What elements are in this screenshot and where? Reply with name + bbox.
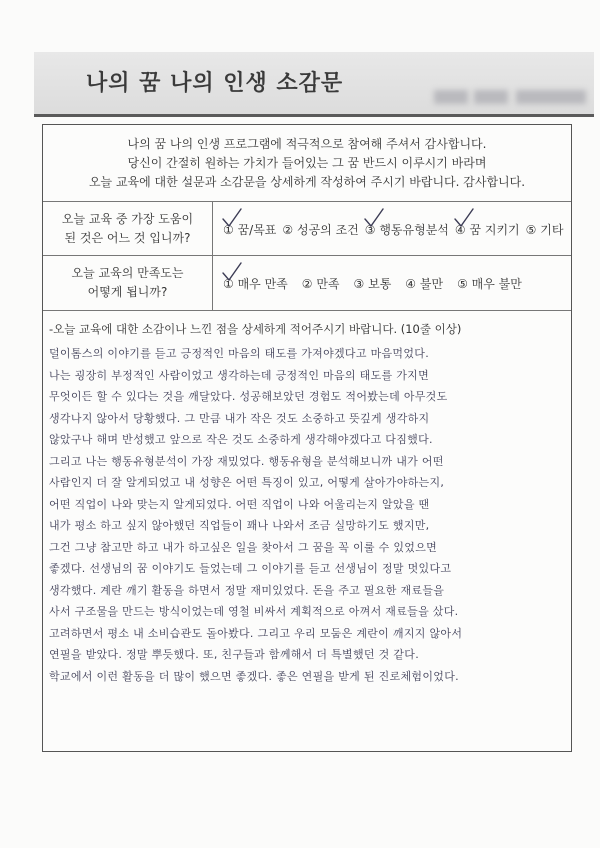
page-title: 나의 꿈 나의 인생 소감문 [86, 71, 344, 96]
checkmark-icon [363, 207, 385, 229]
question-text: 된 것은 어느 것 입니까? [64, 231, 191, 245]
checkmark-icon [221, 261, 243, 283]
answer-option[interactable]: ① 매우 만족 [223, 275, 288, 292]
answer-option[interactable]: ⑤ 기타 [525, 222, 564, 237]
redacted-area [516, 90, 586, 104]
question-helpful [43, 201, 571, 256]
survey-form [42, 124, 572, 752]
question-text: 오늘 교육 중 가장 도움이 [61, 212, 194, 226]
answer-options [223, 202, 569, 256]
essay-line: 나는 굉장히 부정적인 사람이었고 생각하는데 긍정적인 마음의 태도를 가지면 [49, 368, 430, 382]
answer-option[interactable]: ② 만족 [301, 276, 340, 291]
essay-line: 그리고 나는 행동유형분석이 가장 재밌었다. 행동유형을 분석해보니까 내가 어떤 [49, 454, 444, 468]
answer-option[interactable]: ② 성공의 조건 [282, 222, 359, 237]
checkmark-icon [453, 207, 475, 229]
answer-option[interactable]: ④ 꿈 지키기 [455, 221, 520, 238]
intro-line: 오늘 교육에 대한 설문과 소감문을 상세하게 작성하여 주시기 바랍니다. 감사합니다. [88, 175, 526, 189]
answer-option[interactable]: ⑤ 매우 불만 [457, 276, 522, 291]
essay-line: 사서 구조물을 만드는 방식이었는데 영철 비싸서 계획적으로 아껴서 재료들을 샀다. [49, 605, 459, 618]
essay-line: 않았구나 해며 반성했고 앞으로 작은 것도 소중하게 생각해야겠다고 다짐했다. [49, 433, 433, 446]
essay-line: 좋겠다. 선생님의 꿈 이야기도 들었는데 그 이야기를 듣고 선생님이 정말 멋있다고 [49, 562, 452, 575]
essay-line: 어떤 직업이 나와 맞는지 알게되었다. 어떤 직업이 나와 어울리는지 알았을 땐 [49, 497, 430, 511]
intro-line: 나의 꿈 나의 인생 프로그램에 적극적으로 참여해 주셔서 감사합니다. [127, 137, 487, 151]
essay-line: 덜이톰스의 이야기를 듣고 긍정적인 마음의 태도를 가져야겠다고 마음먹었다. [49, 347, 430, 360]
question-label [43, 256, 213, 310]
essay-line: 고려하면서 평소 내 소비습관도 돌아봤다. 그리고 우리 모둠은 계란이 깨지지 않아서 [49, 626, 463, 640]
essay-line: 사람인지 더 잘 알게되었고 내 성향은 어떤 특징이 있고, 어떻게 살아가야하는지, [49, 476, 445, 489]
answer-options [223, 256, 536, 310]
answer-option[interactable]: ① 꿈/목표 [223, 221, 276, 238]
page-header [34, 52, 594, 117]
answer-option[interactable]: ④ 불만 [405, 276, 444, 291]
essay-line: 학교에서 이런 활동을 더 많이 했으면 좋겠다. 좋은 연필을 받게 된 진로체험이었다. [49, 669, 459, 683]
checkmark-icon [221, 207, 243, 229]
question-text: 오늘 교육의 만족도는 [71, 266, 184, 280]
question-text: 어떻게 됩니까? [87, 285, 168, 299]
question-satisfaction [43, 255, 571, 311]
essay-line: 무엇이든 할 수 있다는 것을 깨달았다. 성공해보았던 경험도 적어봤는데 아무것도 [49, 390, 448, 403]
essay-line: 생각했다. 계란 깨기 활동을 하면서 정말 재미있었다. 돈을 주고 필요한 재료들을 [49, 583, 445, 597]
essay-line: 내가 평소 하고 싶지 않아했던 직업들이 꽤나 나와서 조금 실망하기도 했지만, [49, 519, 430, 532]
answer-option[interactable]: ③ 행동유형분석 [365, 221, 449, 238]
intro-text [43, 125, 571, 201]
essay-line: 그건 그냥 참고만 하고 내가 하고싶은 일을 찾아서 그 꿈을 꼭 이룰 수 있었으면 [49, 540, 438, 554]
redacted-area [434, 90, 468, 104]
answer-option[interactable]: ③ 보통 [353, 276, 392, 291]
handwritten-essay [49, 343, 569, 687]
essay-instruction: -오늘 교육에 대한 소감이나 느낀 점을 상세하게 적어주시기 바랍니다. (10줄 이상) [49, 322, 462, 336]
question-label [43, 202, 213, 256]
intro-line: 당신이 간절히 원하는 가치가 들어있는 그 꿈 반드시 이루시기 바라며 [127, 156, 487, 170]
essay-line: 생각나지 않아서 당황했다. 그 만큼 내가 작은 것도 소중하고 뜻깊게 생각하지 [49, 411, 430, 425]
redacted-area [474, 90, 508, 104]
essay-line: 연필을 받았다. 정말 뿌듯했다. 또, 친구들과 함께해서 더 특별했던 것 같다. [49, 648, 420, 661]
